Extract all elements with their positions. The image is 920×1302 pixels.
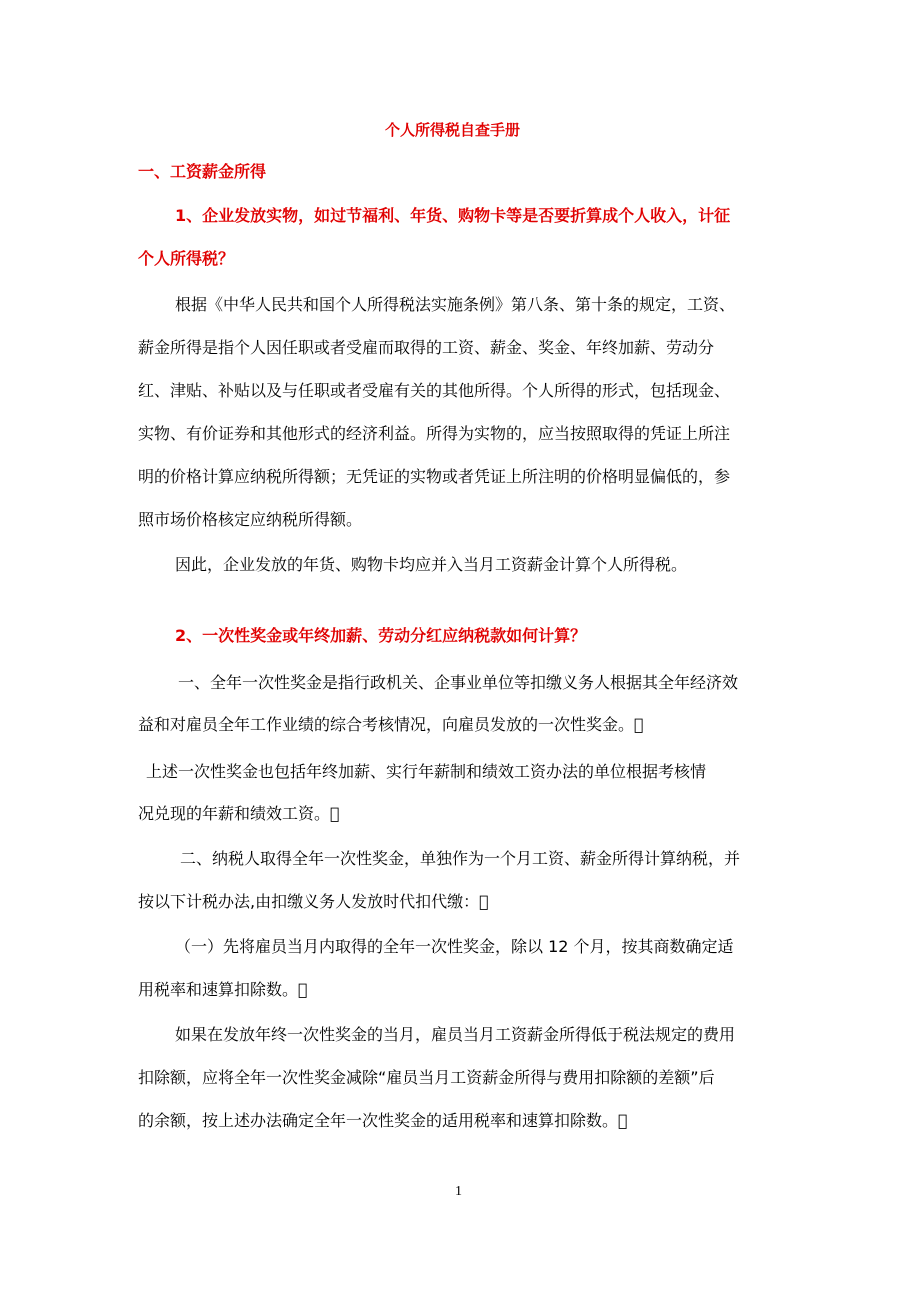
paragraph-line: 薪金所得是指个人因任职或者受雇而取得的工资、薪金、奖金、年终加薪、劳动分 (138, 338, 715, 357)
paragraph-line: 红、津贴、补贴以及与任职或者受雇有关的其他所得。个人所得的形式，包括现金、 (138, 381, 731, 400)
paragraph-line: 扣除额，应将全年一次性奖金减除“雇员当月工资薪金所得与费用扣除额的差额”后 (138, 1068, 715, 1087)
paragraph-line: 明的价格计算应纳税所得额；无凭证的实物或者凭证上所注明的价格明显偏低的，参 (138, 467, 731, 486)
paragraph-line: 益和对雇员全年工作业绩的综合考核情况，向雇员发放的一次性奖金。󰁾 (138, 715, 644, 734)
paragraph-line: 按以下计税办法,由扣缴义务人发放时代扣代缴：󰁾 (138, 892, 489, 911)
document-title: 个人所得税自查手册 (385, 121, 521, 139)
question-2-heading: 2、一次性奖金或年终加薪、劳动分红应纳税款如何计算？ (175, 626, 587, 645)
paragraph-line: 用税率和速算扣除数。󰁾 (138, 980, 308, 999)
paragraph-line: 的余额，按上述办法确定全年一次性奖金的适用税率和速算扣除数。󰁾 (138, 1111, 628, 1130)
question-1-heading-line-2: 个人所得税？ (138, 249, 235, 268)
paragraph-line: 一、全年一次性奖金是指行政机关、企事业单位等扣缴义务人根据其全年经济效 (178, 673, 739, 692)
paragraph-line: 二、纳税人取得全年一次性奖金，单独作为一个月工资、薪金所得计算纳税，并 (180, 849, 741, 868)
section-heading: 一、工资薪金所得 (138, 162, 267, 181)
paragraph-line: 如果在发放年终一次性奖金的当月，雇员当月工资薪金所得低于税法规定的费用 (175, 1025, 736, 1044)
paragraph-line: 上述一次性奖金也包括年终加薪、实行年薪制和绩效工资办法的单位根据考核情 (146, 762, 707, 781)
paragraph-line: 照市场价格核定应纳税所得额。 (138, 510, 363, 529)
paragraph-line: 因此，企业发放的年货、购物卡均应并入当月工资薪金计算个人所得税。 (175, 555, 688, 574)
paragraph-line: 根据《中华人民共和国个人所得税法实施条例》第八条、第十条的规定，工资、 (175, 295, 736, 314)
paragraph-line: 况兑现的年薪和绩效工资。󰁾 (138, 804, 340, 823)
paragraph-line: 实物、有价证券和其他形式的经济利益。所得为实物的，应当按照取得的凭证上所注 (138, 424, 731, 443)
paragraph-line: （一）先将雇员当月内取得的全年一次性奖金，除以 12 个月，按其商数确定适 (175, 937, 734, 956)
question-1-heading-line-1: 1、企业发放实物，如过节福利、年货、购物卡等是否要折算成个人收入，计征 (175, 206, 731, 225)
page-number: 1 (455, 1184, 462, 1199)
